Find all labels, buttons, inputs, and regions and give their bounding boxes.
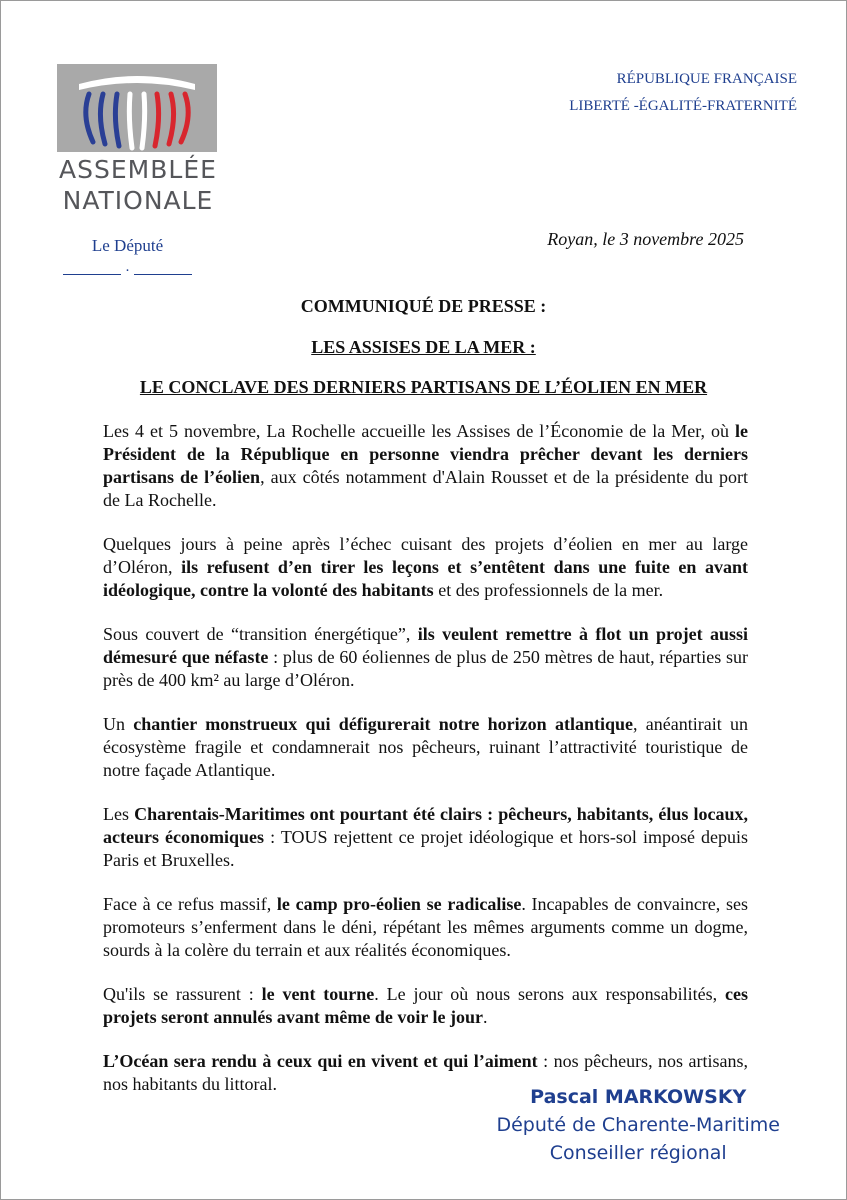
signature-block <box>496 1083 780 1167</box>
underline-right <box>134 258 192 275</box>
text: Les 4 et 5 novembre, La Rochelle accueille les Assises de l’Économie de la Mer, où <box>103 421 735 441</box>
text: Face à ce refus massif, <box>103 894 277 914</box>
paragraph <box>103 983 748 1029</box>
signatory-role: Député de Charente-Maritime <box>496 1114 780 1136</box>
text: . Le jour où nous serons aux responsabilités, <box>374 984 725 1004</box>
text: Quelques jours à peine après l’échec cuisant des projets d’éolien en mer au large d’Oléron, <box>103 534 748 577</box>
paragraph <box>103 713 748 782</box>
date-line: Royan, le 3 novembre 2025 <box>547 229 744 249</box>
emphasis: ces projets seront annulés avant même de voir le jour <box>103 984 748 1027</box>
headline: LE CONCLAVE DES DERNIERS PARTISANS DE L’ÉOLIEN EN MER <box>139 377 708 397</box>
text: et des professionnels de la mer. <box>433 580 664 600</box>
text: . Incapables de convaincre, ses promoteurs s’enferment dans le déni, répétant les mêmes arguments comme un dogme, sourds à la colère du terrain et aux réalités économiques. <box>103 894 748 960</box>
communique-title: COMMUNIQUÉ DE PRESSE : <box>300 296 547 316</box>
emphasis: chantier monstrueux qui défigurerait notre horizon atlantique <box>133 714 633 734</box>
text: . <box>482 1007 488 1027</box>
republic-line: RÉPUBLIQUE FRANÇAISE <box>616 71 797 87</box>
emphasis: ils veulent remettre à flot un projet aussi démesuré que néfaste <box>103 624 749 667</box>
text: Qu'ils se rassurent : <box>103 984 262 1004</box>
paragraph <box>103 803 748 872</box>
emphasis: L’Océan sera rendu à ceux qui en vivent et qui l’aiment <box>103 1051 538 1071</box>
paragraph <box>103 623 748 692</box>
text: , anéantirait un écosystème fragile et condamnerait nos pêcheurs, ruinant l’attractivité touristique de notre façade Atlantique. <box>103 714 748 780</box>
emphasis: ils refusent d’en tirer les leçons et s’entêtent dans une fuite en avant idéologique, contre la volonté des habitants <box>103 557 748 600</box>
depute-underline <box>60 258 195 280</box>
press-release-body <box>103 420 748 1117</box>
signatory-role: Conseiller régional <box>549 1142 727 1164</box>
text: Sous couvert de “transition énergétique”, <box>103 624 418 644</box>
subtitle: LES ASSISES DE LA MER : <box>311 337 536 357</box>
underline-separator: · <box>125 263 130 279</box>
signatory-name: Pascal MARKOWSKY <box>530 1086 747 1108</box>
assemblee-nationale-logo <box>57 64 219 214</box>
emphasis: le Président de la République en personne viendra prêcher devant les derniers partisans de l’éolien <box>103 421 748 487</box>
paragraph <box>103 893 748 962</box>
paragraph <box>103 420 748 512</box>
hemicycle-icon <box>57 64 217 152</box>
text: : TOUS rejettent ce projet idéologique et hors-sol imposé depuis Paris et Bruxelles. <box>103 827 749 870</box>
text: Les <box>103 804 135 824</box>
underline-left <box>63 258 121 275</box>
text: Un <box>103 714 134 734</box>
emphasis: le vent tourne <box>261 984 375 1004</box>
paragraph <box>103 533 748 602</box>
depute-label: Le Député <box>91 236 164 255</box>
emphasis: Charentais-Maritimes ont pourtant été clairs : pêcheurs, habitants, élus locaux, acteurs économiques <box>103 804 748 847</box>
emphasis: le camp pro-éolien se radicalise <box>276 894 522 914</box>
logo-text-line1: ASSEMBLÉE <box>59 155 217 184</box>
logo-text-line2: NATIONALE <box>62 186 214 215</box>
text: : plus de 60 éoliennes de plus de 250 mètres de haut, réparties sur près de 400 km² au large d’Oléron. <box>103 647 748 690</box>
motto-line: LIBERTÉ -ÉGALITÉ-FRATERNITÉ <box>569 98 797 114</box>
text: : nos pêcheurs, nos artisans, nos habitants du littoral. <box>103 1051 748 1094</box>
text: , aux côtés notamment d'Alain Rousset et de la présidente du port de La Rochelle. <box>103 467 748 510</box>
republic-motto <box>569 66 797 120</box>
